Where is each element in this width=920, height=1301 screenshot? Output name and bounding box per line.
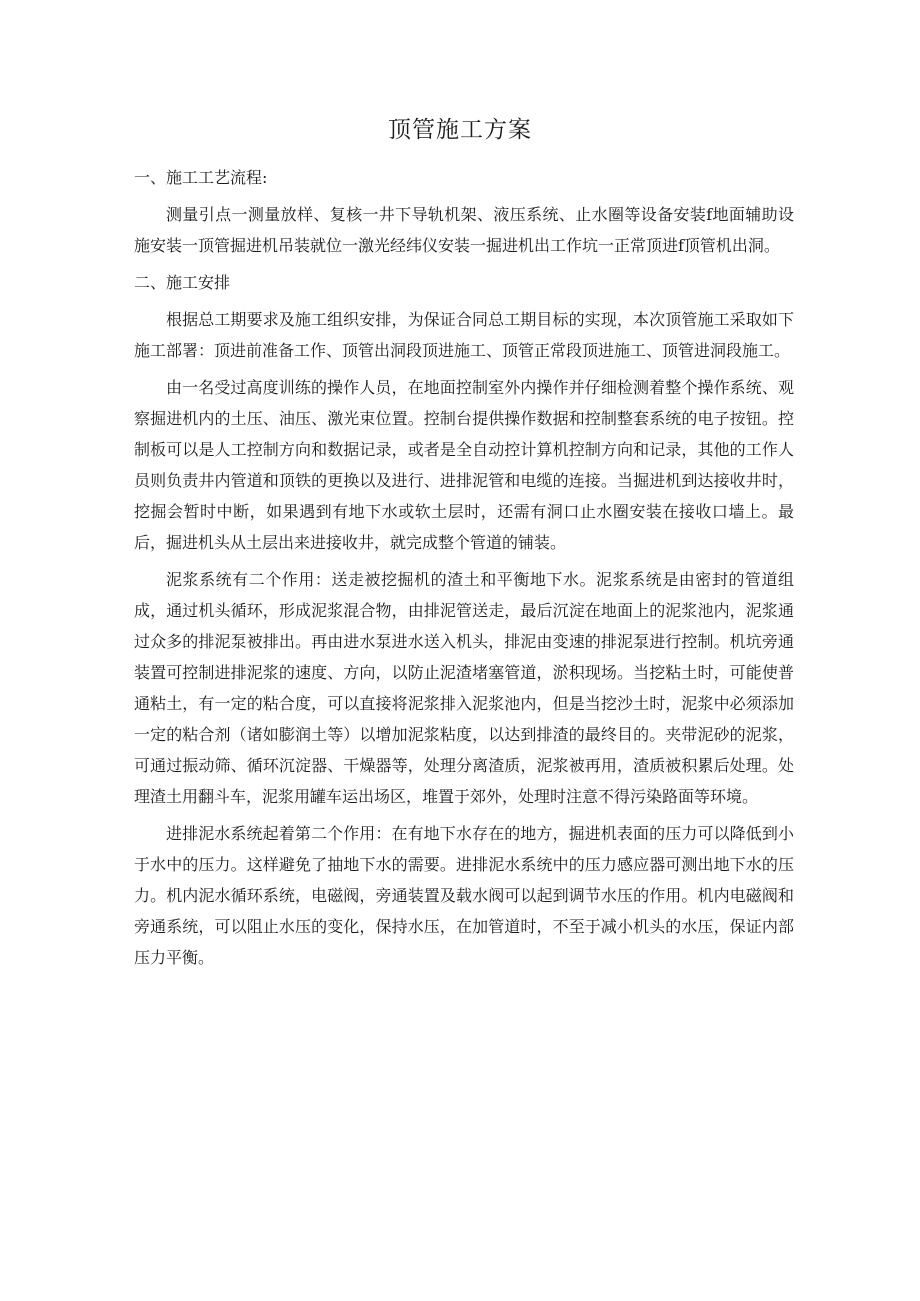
document-body bbox=[134, 162, 794, 979]
paragraph-process-flow: 测量引点一测量放样、复核一井下导轨机架、液压系统、止水圈等设备安装f地面辅助设施安装一顶管掘进机吊装就位一激光经纬仪安装一掘进机出工作坑一正常顶进f顶管机出洞。 bbox=[134, 205, 794, 255]
paragraph-slurry-system: 泥浆系统有二个作用：送走被挖掘机的渣土和平衡地下水。泥浆系统是由密封的管道组成，通过机头循环，形成泥浆混合物，由排泥管送走，最后沉淀在地面上的泥浆池内，泥浆通过众多的排泥泵被排出。再由进水泵进水送入机头，排泥由变速的排泥泵进行控制。机坑旁通装置可控制进排泥浆的速度、方向，以防止泥渣堵塞管道，淤积现场。当挖粘土时，可能使普通粘土，有一定的粘合度，可以直接将泥浆排入泥浆池内，但是当挖沙土时，泥浆中必须添加一定的粘合剂（诸如膨润土等）以增加泥浆粘度，以达到排渣的最终目的。夹带泥砂的泥浆，可通过振动筛、循环沉淀器、干燥器等，处理分离渣质，泥浆被再用，渣质被积累后处理。处理渣土用翻斗车，泥浆用罐车运出场区，堆置于郊外，处理时注意不得污染路面等环境。 bbox=[134, 570, 794, 806]
section-heading-arrangement: 二、施工安排 bbox=[134, 273, 231, 292]
paragraph-operator: 由一名受过高度训练的操作人员，在地面控制室外内操作并仔细检测着整个操作系统、观察掘进机内的土压、油压、激光束位置。控制台提供操作数据和控制整套系统的电子按钮。控制板可以是人工控制方向和数据记录，或者是全自动控计算机控制方向和记录，其他的工作人员则负责井内管道和顶铁的更换以及进行、进排泥管和电缆的连接。当掘进机到达接收井时，挖掘会暂时中断，如果遇到有地下水或软土层时，还需有洞口止水圈安装在接收口墙上。最后，掘进机头从土层出来进接收井，就完成整个管道的铺装。 bbox=[134, 378, 794, 552]
paragraph-schedule: 根据总工期要求及施工组织安排，为保证合同总工期目标的实现，本次顶管施工采取如下施工部署：顶进前准备工作、顶管出洞段顶进施工、顶管正常段顶进施工、顶管进洞段施工。 bbox=[134, 310, 794, 360]
paragraph-water-pressure: 进排泥水系统起着第二个作用：在有地下水存在的地方，掘进机表面的压力可以降低到小于水中的压力。这样避免了抽地下水的需要。进排泥水系统中的压力感应器可测出地下水的压力。机内泥水循环系统，电磁阀，旁通装置及载水阀可以起到调节水压的作用。机内电磁阀和旁通系统，可以阻止水压的变化，保持水压，在加管道时，不至于减小机头的水压，保证内部压力平衡。 bbox=[134, 824, 794, 967]
document-title: 顶管施工方案 bbox=[388, 117, 532, 143]
section-heading-process: 一、施工工艺流程: bbox=[134, 168, 268, 187]
